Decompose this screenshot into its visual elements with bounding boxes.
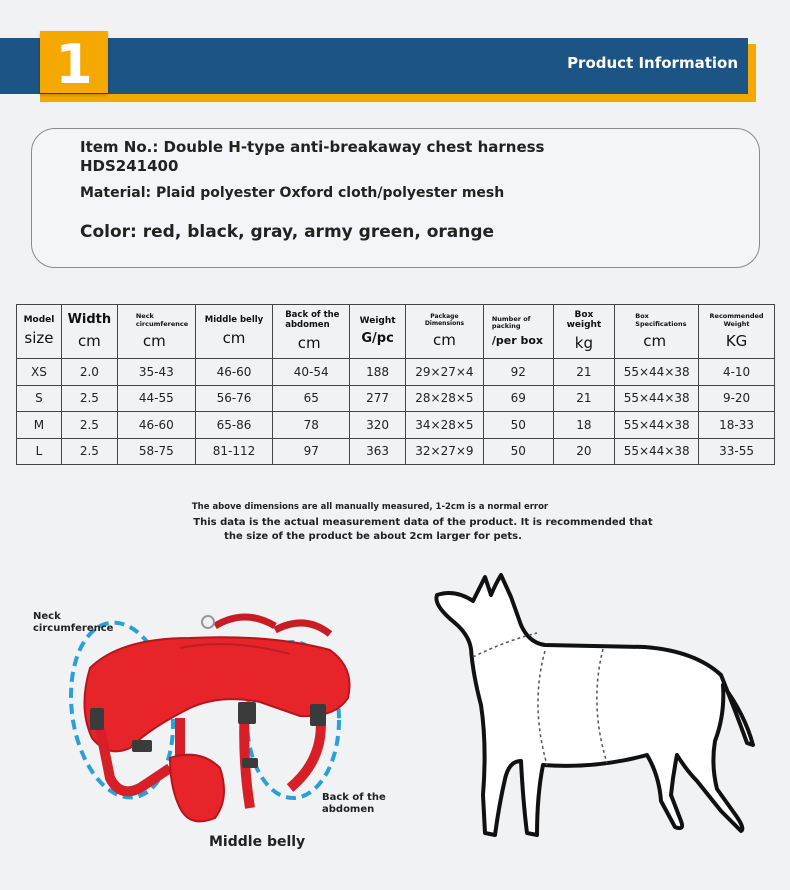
table-cell: S bbox=[17, 385, 62, 412]
header-cell: Back of the abdomen cm bbox=[273, 305, 350, 359]
middle-belly-label: Middle belly bbox=[209, 834, 306, 850]
table-cell: 55×44×38 bbox=[615, 359, 699, 386]
table-cell: 97 bbox=[273, 438, 350, 465]
table-cell: 32×27×9 bbox=[406, 438, 484, 465]
table-cell: 2.5 bbox=[61, 412, 117, 439]
header-cell: Width cm bbox=[61, 305, 117, 359]
table-cell: 40-54 bbox=[273, 359, 350, 386]
table-cell: 50 bbox=[483, 412, 553, 439]
table-cell: 277 bbox=[350, 385, 406, 412]
table-cell: 2.0 bbox=[61, 359, 117, 386]
table-cell: M bbox=[17, 412, 62, 439]
product-info-box bbox=[31, 128, 760, 268]
back-label-line-2: abdomen bbox=[322, 804, 375, 815]
back-abdomen-label bbox=[322, 792, 386, 816]
table-cell: 2.5 bbox=[61, 438, 117, 465]
table-row bbox=[17, 359, 775, 386]
table-cell: 33-55 bbox=[699, 438, 775, 465]
table-cell: 69 bbox=[483, 385, 553, 412]
table-cell: 81-112 bbox=[195, 438, 272, 465]
recommendation-line-1: This data is the actual measurement data of the product. It is recommended that bbox=[193, 517, 653, 528]
item-no: Item No.: Double H-type anti-breakaway chest harness bbox=[80, 138, 545, 156]
header-cell: Model size bbox=[17, 305, 62, 359]
table-cell: 9-20 bbox=[699, 385, 775, 412]
table-cell: 44-55 bbox=[117, 385, 195, 412]
size-table bbox=[16, 304, 775, 465]
material: Material: Plaid polyester Oxford cloth/polyester mesh bbox=[80, 185, 505, 201]
table-cell: 18-33 bbox=[699, 412, 775, 439]
table-cell: 188 bbox=[350, 359, 406, 386]
header-cell: Weight G/pc bbox=[350, 305, 406, 359]
table-cell: 56-76 bbox=[195, 385, 272, 412]
neck-circumference-label bbox=[33, 611, 113, 635]
table-cell: 78 bbox=[273, 412, 350, 439]
table-cell: 92 bbox=[483, 359, 553, 386]
header-cell: Box weight kg bbox=[553, 305, 615, 359]
table-cell: 50 bbox=[483, 438, 553, 465]
recommendation-note bbox=[0, 516, 790, 544]
neck-label-line-2: circumference bbox=[33, 623, 114, 634]
header-cell: Package Dimensions cm bbox=[406, 305, 484, 359]
header-cell: Number of packing /per box bbox=[483, 305, 553, 359]
recommendation-line-2: the size of the product be about 2cm larger for pets. bbox=[224, 531, 522, 542]
item-code: HDS241400 bbox=[80, 157, 179, 175]
banner-title: Product Information bbox=[567, 54, 738, 72]
table-row bbox=[17, 385, 775, 412]
table-row bbox=[17, 412, 775, 439]
harness-illustration bbox=[30, 608, 390, 858]
measurement-note: The above dimensions are all manually measured, 1-2cm is a normal error bbox=[191, 502, 549, 512]
table-cell: 20 bbox=[553, 438, 615, 465]
table-cell: 55×44×38 bbox=[615, 412, 699, 439]
table-cell: 65-86 bbox=[195, 412, 272, 439]
table-cell: L bbox=[17, 438, 62, 465]
table-cell: 18 bbox=[553, 412, 615, 439]
header-cell: Recommended Weight KG bbox=[699, 305, 775, 359]
table-cell: 58-75 bbox=[117, 438, 195, 465]
neck-label-line-1: Neck bbox=[33, 611, 61, 622]
header-cell: Middle belly cm bbox=[195, 305, 272, 359]
step-number: 1 bbox=[55, 33, 93, 96]
table-cell: 55×44×38 bbox=[615, 385, 699, 412]
table-cell: 21 bbox=[553, 385, 615, 412]
table-cell: 29×27×4 bbox=[406, 359, 484, 386]
table-cell: 21 bbox=[553, 359, 615, 386]
dog-outline-diagram bbox=[425, 565, 755, 845]
colors: Color: red, black, gray, army green, orange bbox=[80, 222, 495, 242]
table-cell: 35-43 bbox=[117, 359, 195, 386]
table-row bbox=[17, 438, 775, 465]
table-cell: 320 bbox=[350, 412, 406, 439]
table-cell: 2.5 bbox=[61, 385, 117, 412]
table-cell: 46-60 bbox=[195, 359, 272, 386]
table-cell: XS bbox=[17, 359, 62, 386]
step-number-badge bbox=[40, 31, 108, 96]
table-cell: 28×28×5 bbox=[406, 385, 484, 412]
back-label-line-1: Back of the bbox=[322, 792, 386, 803]
header-cell: Box Specifications cm bbox=[615, 305, 699, 359]
table-cell: 363 bbox=[350, 438, 406, 465]
table-cell: 65 bbox=[273, 385, 350, 412]
table-header-row bbox=[17, 305, 775, 359]
header-cell: Neck circumference cm bbox=[117, 305, 195, 359]
table-cell: 46-60 bbox=[117, 412, 195, 439]
header-banner bbox=[0, 38, 748, 94]
table-cell: 4-10 bbox=[699, 359, 775, 386]
table-cell: 34×28×5 bbox=[406, 412, 484, 439]
table-cell: 55×44×38 bbox=[615, 438, 699, 465]
